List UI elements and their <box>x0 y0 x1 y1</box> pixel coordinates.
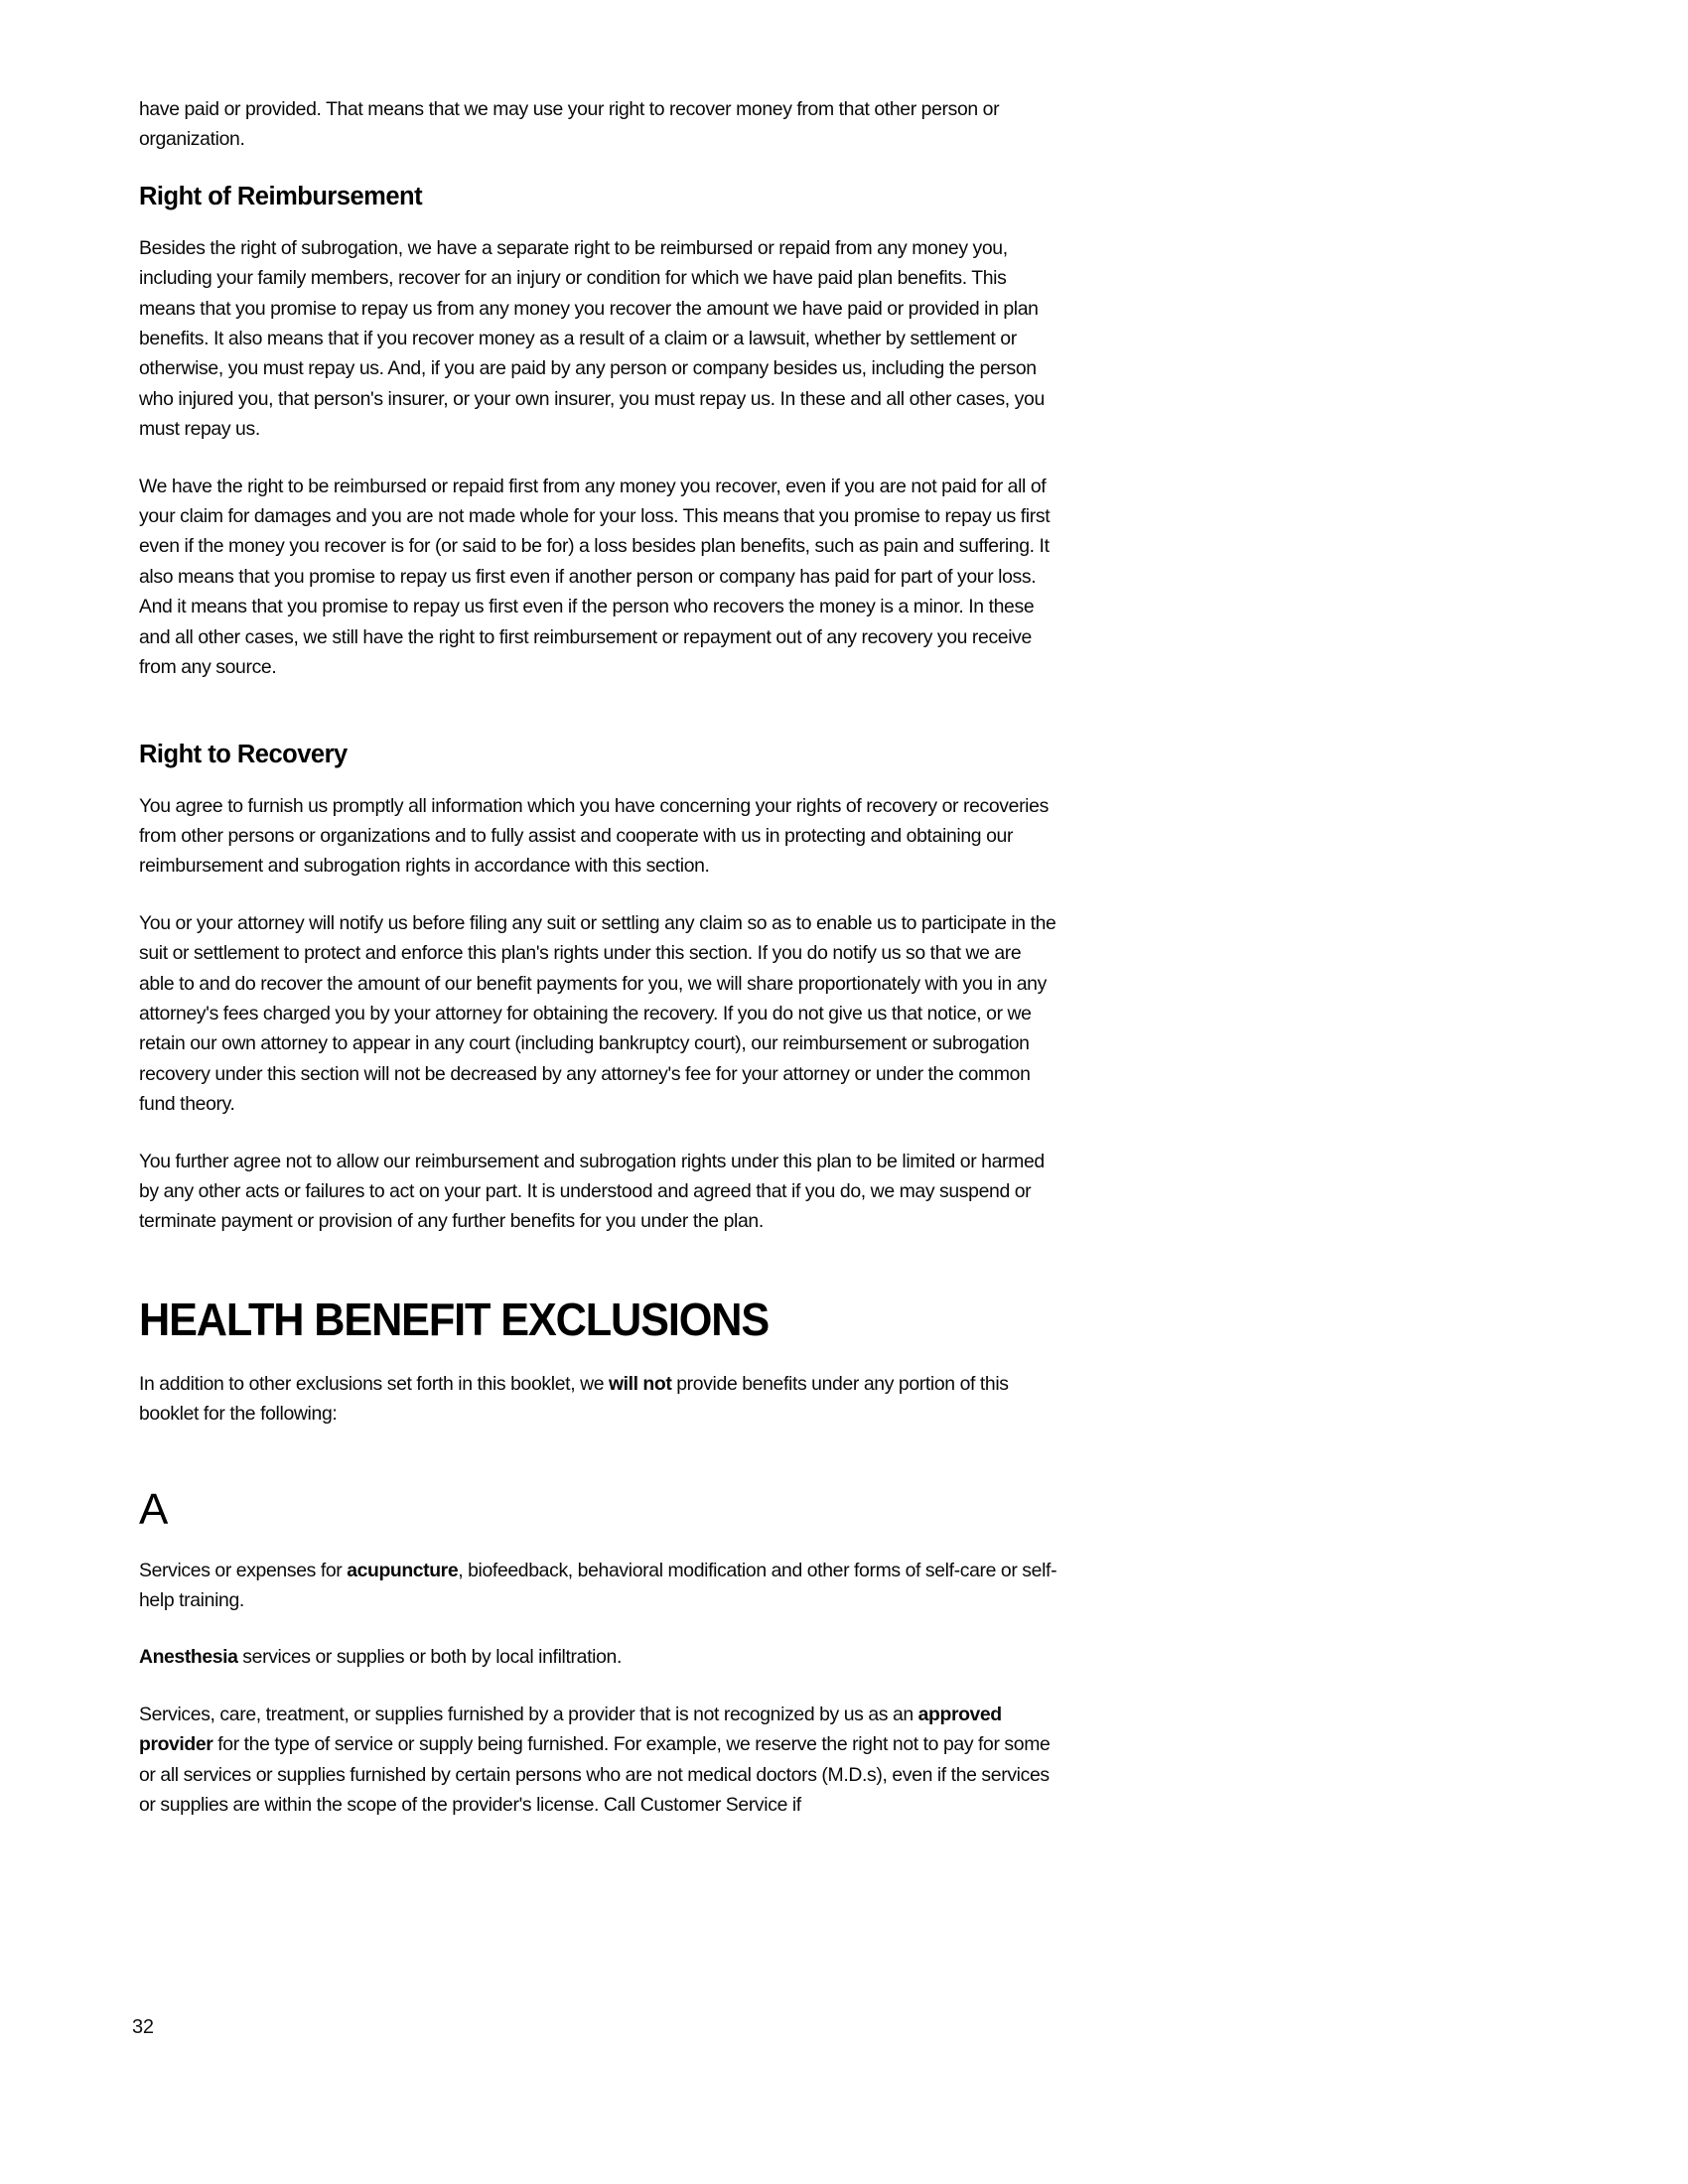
paragraph-subrogation-continued: have paid or provided. That means that we may use your right to recover money from that other person or organization. <box>139 98 1000 151</box>
paragraph-recovery-1: You agree to furnish us promptly all information which you have concerning your rights of recovery or recoveries from other persons or organizations and to fully assist and cooperate with us in protecting and obtaining our reimbursement and subrogation rights in accordance with this section. <box>139 794 1049 878</box>
paragraph-exclusions-intro: In addition to other exclusions set forth in this booklet, we will not provide benefits under any portion of this booklet for the following: <box>139 1372 1009 1426</box>
page-content-column <box>139 94 1057 1846</box>
paragraph-exclusion-anesthesia: Anesthesia services or supplies or both by local infiltration. <box>139 1646 622 1669</box>
paragraph-exclusion-acupuncture: Services or expenses for acupuncture, biofeedback, behavioral modification and other forms of self-care or self-help training. <box>139 1559 1057 1611</box>
paragraph-recovery-2: You or your attorney will notify us before filing any suit or settling any claim so as to enable us to participate in the suit or settlement to protect and enforce this plan's rights under this section. If you do notify us so that we are able to and do recover the amount of our benefit payments for you, we will share proportionately with you in any attorney's fees charged you by your attorney for obtaining the recovery. If you do not give us that notice, or we retain our own attorney to appear in any court (including bankruptcy court), our reimbursement or subrogation recovery under this section will not be decreased by any attorney's fee for your attorney or under the common fund theory. <box>139 911 1056 1116</box>
heading-health-benefit-exclusions: HEALTH BENEFIT EXCLUSIONS <box>139 1293 770 1345</box>
vertical-spacer <box>139 1264 1057 1294</box>
heading-right-to-recovery: Right to Recovery <box>139 740 348 768</box>
vertical-spacer <box>139 710 1057 740</box>
vertical-spacer <box>139 1456 1057 1486</box>
paragraph-recovery-3: You further agree not to allow our reimbursement and subrogation rights under this plan to be limited or harmed by any other acts or failures to act on your part. It is understood and agreed that if you do, we may suspend or terminate payment or provision of any further benefits for you under the plan. <box>139 1150 1045 1233</box>
paragraph-reimbursement-2: We have the right to be reimbursed or repaid first from any money you recover, even if you are not paid for all of your claim for damages and you are not made whole for your loss. This means that you promise to repay us first even if the money you recover is for (or said to be for) a loss besides plan benefits, such as pain and suffering. It also means that you promise to repay us first even if another person or company has paid for part of your loss. And it means that you promise to repay us first even if the person who recovers the money is a minor. In these and all other cases, we still have the right to first reimbursement or repayment out of any recovery you receive from any source. <box>139 475 1051 679</box>
heading-right-of-reimbursement: Right of Reimbursement <box>139 182 423 210</box>
heading-letter-a: A <box>139 1484 168 1534</box>
paragraph-reimbursement-1: Besides the right of subrogation, we have a separate right to be reimbursed or repaid from any money you, including your family members, recover for an injury or condition for which we have paid plan benefits. This means that you promise to repay us from any money you recover the amount we have paid or provided in plan benefits. It also means that if you recover money as a result of a claim or a lawsuit, whether by settlement or otherwise, you must repay us. And, if you are paid by any person or company besides us, including the person who injured you, that person's insurer, or your own insurer, you must repay us. In these and all other cases, you must repay us. <box>139 236 1045 441</box>
paragraph-exclusion-approved-provider: Services, care, treatment, or supplies furnished by a provider that is not recognized by us as an approved provider for the type of service or supply being furnished. For example, we reserve the right not to pay for some or all services or supplies furnished by certain persons who are not medical doctors (M.D.s), even if the services or supplies are within the scope of the provider's license. Call Customer Service if <box>139 1703 1051 1817</box>
page-number: 32 <box>132 2016 154 2038</box>
